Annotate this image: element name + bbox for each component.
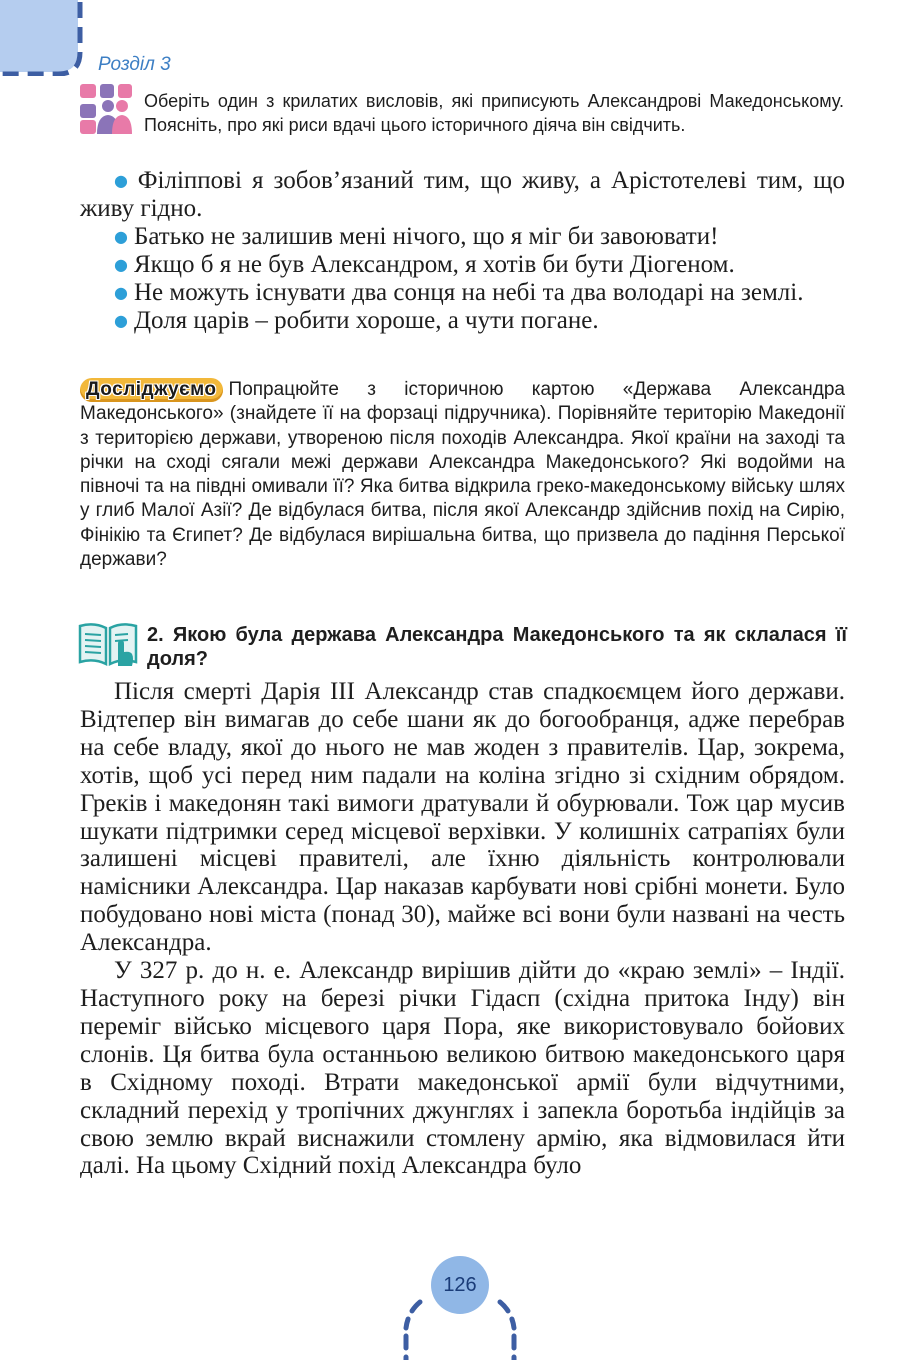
bullet-icon: ● bbox=[114, 255, 128, 274]
quote-item: ● Не можуть існувати два сонця на небі та два володарі на землі. bbox=[114, 279, 804, 306]
quote-item: ● Батько не залишив мені нічого, що я міг би завоювати! bbox=[114, 223, 719, 250]
page-number: 126 bbox=[431, 1256, 489, 1314]
quote-item: ● Доля царів – робити хороше, а чути погане. bbox=[114, 307, 599, 334]
task-text: Оберіть один з крилатих висловів, які приписують Александрові Македонському. Поясніть, про які риси вдачі цього історичного діяча він свідчить. bbox=[144, 91, 844, 135]
main-text bbox=[80, 678, 845, 1180]
bullet-icon: ● bbox=[114, 171, 132, 190]
bullet-icon: ● bbox=[114, 227, 128, 246]
research-text: Попрацюйте з історичною картою «Держава Александра Македонського» (знайдете її на форзаці підручника). Порівняйте територію Македонії з територією держави, утвореною після походів Александра. Якої країни на заході та річки на сході сягали межі держави Александра Македонського? Які водойми на півночі та на півдні омивали її? Яка битва відкрила греко-македонському війську шлях у глиб Малої Азії? Де відбулася битва, після якої Александр здійснив похід на Сирію, Фінікію та Єгипет? Де відбулася вирішальна битва, що призвела до падіння Перської держави? bbox=[80, 379, 845, 571]
book-hand-icon bbox=[78, 620, 138, 668]
task-people-icon bbox=[80, 84, 132, 134]
corner-decoration bbox=[0, 0, 86, 76]
section-heading: 2. Якою була держава Александра Македонського та як склалася її доля? bbox=[147, 624, 847, 670]
bullet-icon: ● bbox=[114, 283, 128, 302]
quote-item: ● Якщо б я не був Александром, я хотів би бути Діогеном. bbox=[114, 251, 735, 278]
quote-item: ● Філіппові я зобов’язаний тим, що живу, а Арістотелеві тим, що живу гідно. bbox=[80, 167, 845, 222]
research-badge: Досліджуємо bbox=[80, 378, 223, 402]
paragraph: Після смерті Дарія III Александр став спадкоємцем його держави. Відтепер він вимагав до себе шани як до богообранця, адже перебрав на себе владу, якої до нього не мав жоден з правителів. Цар, зокрема, хотів, щоб усі перед ним падали на коліна згідно зі східним обрядом. Греків і македонян такі вимоги дратували й обурювали. Тож цар мусив шукати підтримки серед місцевої верхівки. У колишніх сатрапіях були залишені місцеві правителі, але їхню діяльність контролювали намісники Александра. Цар наказав карбувати нові срібні монети. Було побудовано нові міста (понад 30), майже всі вони були названі на честь Александра. bbox=[80, 678, 845, 957]
bullet-icon: ● bbox=[114, 311, 128, 330]
quotes-list bbox=[80, 167, 845, 335]
research-task bbox=[80, 378, 845, 572]
paragraph: У 327 р. до н. е. Александр вирішив дійти до «краю землі» – Індії. Наступного року на березі річки Гідасп (східна притока Інду) він переміг військо місцевого царя Пора, яке використовувало бойових слонів. Ця битва була останньою великою битвою македонського царя в Східному поході. Втрати македонської армії були відчутними, складний перехід у тропічних джунглях і запекла боротьба індійців за свою землю вкрай виснажили стомлену армію, яка відмовилася йти далі. На цьому Східний похід Александра було bbox=[80, 957, 845, 1180]
section-label: Розділ 3 bbox=[98, 54, 171, 75]
